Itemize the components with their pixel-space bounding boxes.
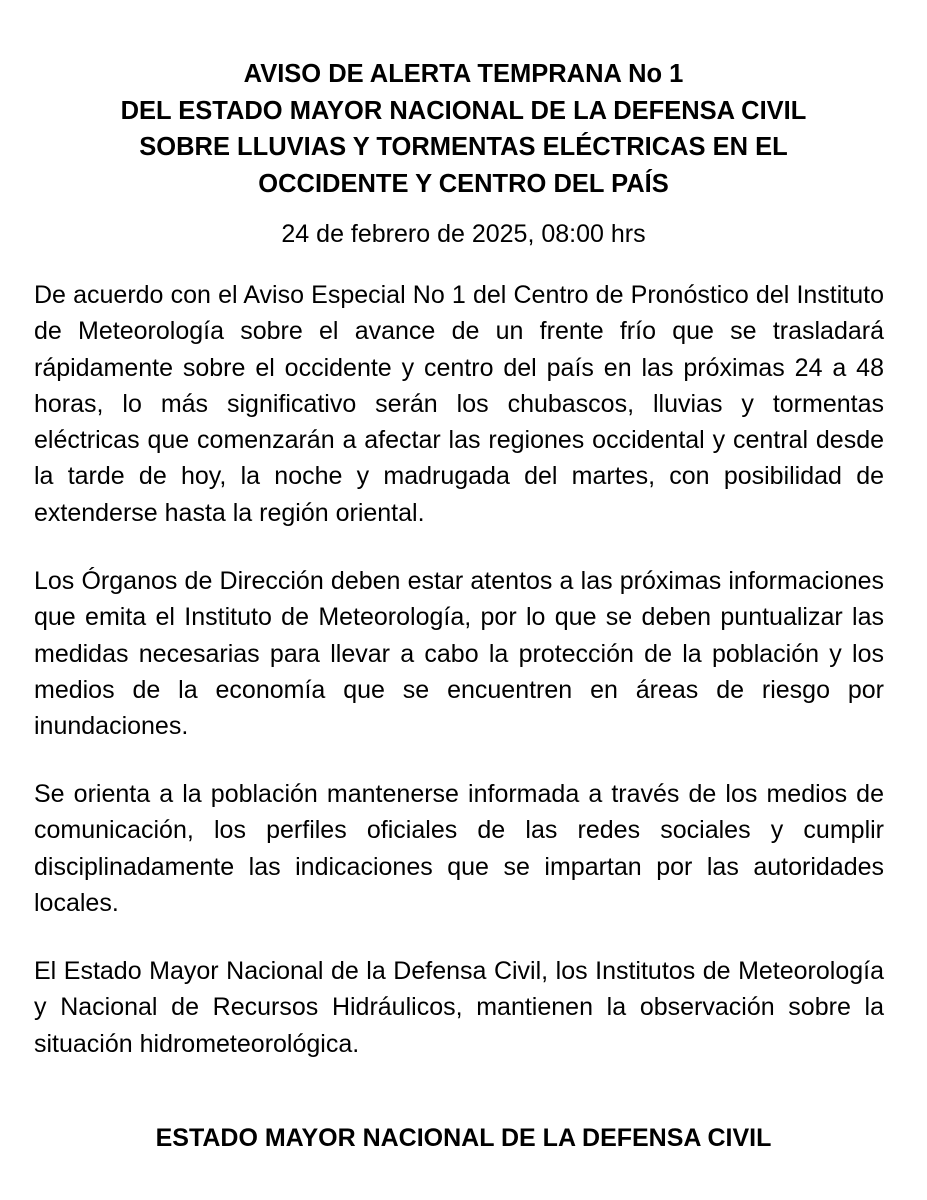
title-line: OCCIDENTE Y CENTRO DEL PAÍS xyxy=(258,169,669,198)
paragraph-public-guidance: Se orienta a la población mantenerse informada a través de los medios de comunicación, los perfiles oficiales de las redes sociales y cumplir disciplinadamente las indicaciones que se impartan por las autoridades locales. xyxy=(34,780,884,917)
paragraph-directives: Los Órganos de Dirección deben estar atentos a las próximas informaciones que emita el Instituto de Meteorología, por lo que se deben puntualizar las medidas necesarias para llevar a cabo la protección de la población y los medios de la economía que se encuentren en áreas de riesgo por inundaciones. xyxy=(34,567,884,741)
paragraph-observation: El Estado Mayor Nacional de la Defensa Civil, los Institutos de Meteorología y Nacional de Recursos Hidráulicos, mantienen la observación sobre la situación hidrometeorológica. xyxy=(34,957,884,1058)
title-line: AVISO DE ALERTA TEMPRANA No 1 xyxy=(243,60,684,88)
paragraph-forecast: De acuerdo con el Aviso Especial No 1 del Centro de Pronóstico del Instituto de Meteorología sobre el avance de un frente frío que se trasladará rápidamente sobre el occidente y centro del país en las próximas 24 a 48 horas, lo más significativo serán los chubascos, lluvias y tormentas eléctricas que comenzarán a afectar las regiones occidental y central desde la tarde de hoy, la noche y madrugada del martes, con posibilidad de extenderse hasta la región oriental. xyxy=(34,281,884,527)
document-date: 24 de febrero de 2025, 08:00 hrs xyxy=(281,220,646,248)
title-line: DEL ESTADO MAYOR NACIONAL DE LA DEFENSA CIVIL xyxy=(120,96,807,125)
title-line: SOBRE LLUVIAS Y TORMENTAS ELÉCTRICAS EN EL xyxy=(139,133,788,161)
document-signature: ESTADO MAYOR NACIONAL DE LA DEFENSA CIVIL xyxy=(155,1124,772,1152)
document-title xyxy=(40,56,887,202)
